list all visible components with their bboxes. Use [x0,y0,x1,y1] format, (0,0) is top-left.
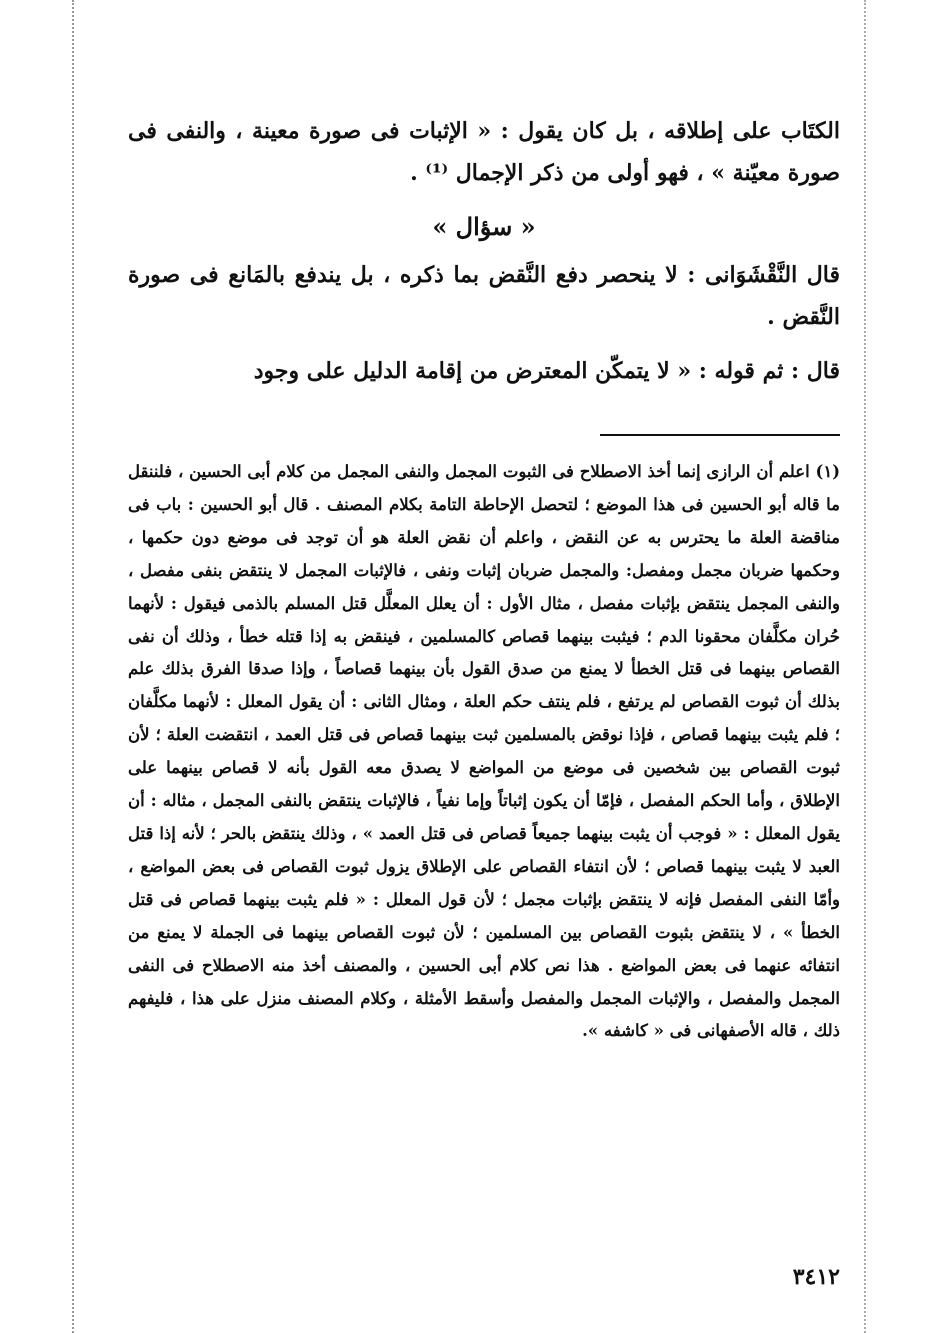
left-margin-dotted-line [72,0,74,1333]
paragraph-3: قال : ثم قوله : « لا يتمكّن المعترض من إقامة الدليل على وجود [253,358,840,384]
section-heading: « سؤال » [432,212,536,241]
paragraph-1: الكتَاب على إطلاقه ، بل كان يقول : « الإثبات فى صورة معينة ، والنفى فى صورة معيّنة » ، فهو أولى من ذكر الإجمال ⁽¹⁾ . [128,118,840,186]
footnote-block [128,456,840,1048]
page-number: ٣٤١٢ [792,1264,840,1290]
right-margin-dotted-line [864,0,866,1333]
main-text [128,110,840,392]
paragraph-2: قال النَّقْشَوَانى : لا ينحصر دفع النَّقض بما ذكره ، بل يندفع بالمَانع فى صورة النَّقض . [128,262,840,330]
footnote-separator [600,434,840,436]
footnote-1: (١) اعلم أن الرازى إنما أخذ الاصطلاح فى الثبوت المجمل والنفى المجمل من كلام أبى الحسين ، فلننقل ما قاله أبو الحسين فى هذا الموضع ؛ لتحصل الإحاطة التامة بكلام المصنف . قال أبو الحسين : باب فى مناقضة العلة ما يحترس به عن النقض ، واعلم أن نقض العلة هو أن توجد فى موضع دون حكمها ، وحكمها ضربان مجمل ومفصل: والمجمل ضربان إثبات ونفى ، فالإثبات المجمل لا ينتقض بنفى مفصل ، والنفى المجمل ينتقض بإثبات مفصل ، مثال الأول : أن يعلل المعلَّل قتل المسلم بالذمى فيقول : لأنهما حُران مكلَّفان محقونا الدم ؛ فيثبت بينهما قصاص كالمسلمين ، فينقض به إذا قتله خطأ ، وذلك أن نفى القصاص بينهما فى قتل الخطأ لا يمنع من صدق القول بأن بينهما قصاصاً ، وإذا صدقا الفرق بذلك علم بذلك أن ثبوت القصاص لم يرتفع ، فلم ينتف حكم العلة ، ومثال الثانى : أن يقول المعلل : لأنهما مكلَّفان ؛ فلم يثبت بينهما قصاص ، فإذا نوقض بالمسلمين ثبت بينهما قصاص فى قتل العمد ، انتقضت العلة ؛ لأن ثبوت القصاص بين شخصين فى موضع من المواضع لا يصدق معه القول بأنه لا قصاص بينهما على الإطلاق ، وأما الحكم المفصل ، فإمّا أن يكون إثباتاً وإما نفياً ، فالإثبات ينتقض بالنفى المجمل ، مثاله : أن يقول المعلل : « فوجب أن يثبت بينهما جميعاً قصاص فى قتل العمد » ، وذلك ينتقض بالحر ؛ لأنه إذا قتل العبد لا يثبت بينهما قصاص ؛ لأن انتفاء القصاص على الإطلاق يزول ثبوت القصاص فى بعض المواضع ، وأمّا النفى المفصل فإنه لا ينتقض بإثبات مجمل ؛ لأن قول المعلل : « فلم يثبت بينهما قصاص فى قتل الخطأ » ، لا ينتقض بثبوت القصاص بين المسلمين ؛ لأن ثبوت القصاص بينهما فى الجملة لا يمنع من انتفائه عنهما فى بعض المواضع . هذا نص كلام أبى الحسين ، والمصنف أخذ منه الاصطلاح فى النفى المجمل والمفصل ، والإثبات المجمل والمفصل وأسقط الأمثلة ، وكلام المصنف منزل على هذا ، فليفهم ذلك ، قاله الأصفهانى فى « كاشفه ». [128,462,840,1041]
